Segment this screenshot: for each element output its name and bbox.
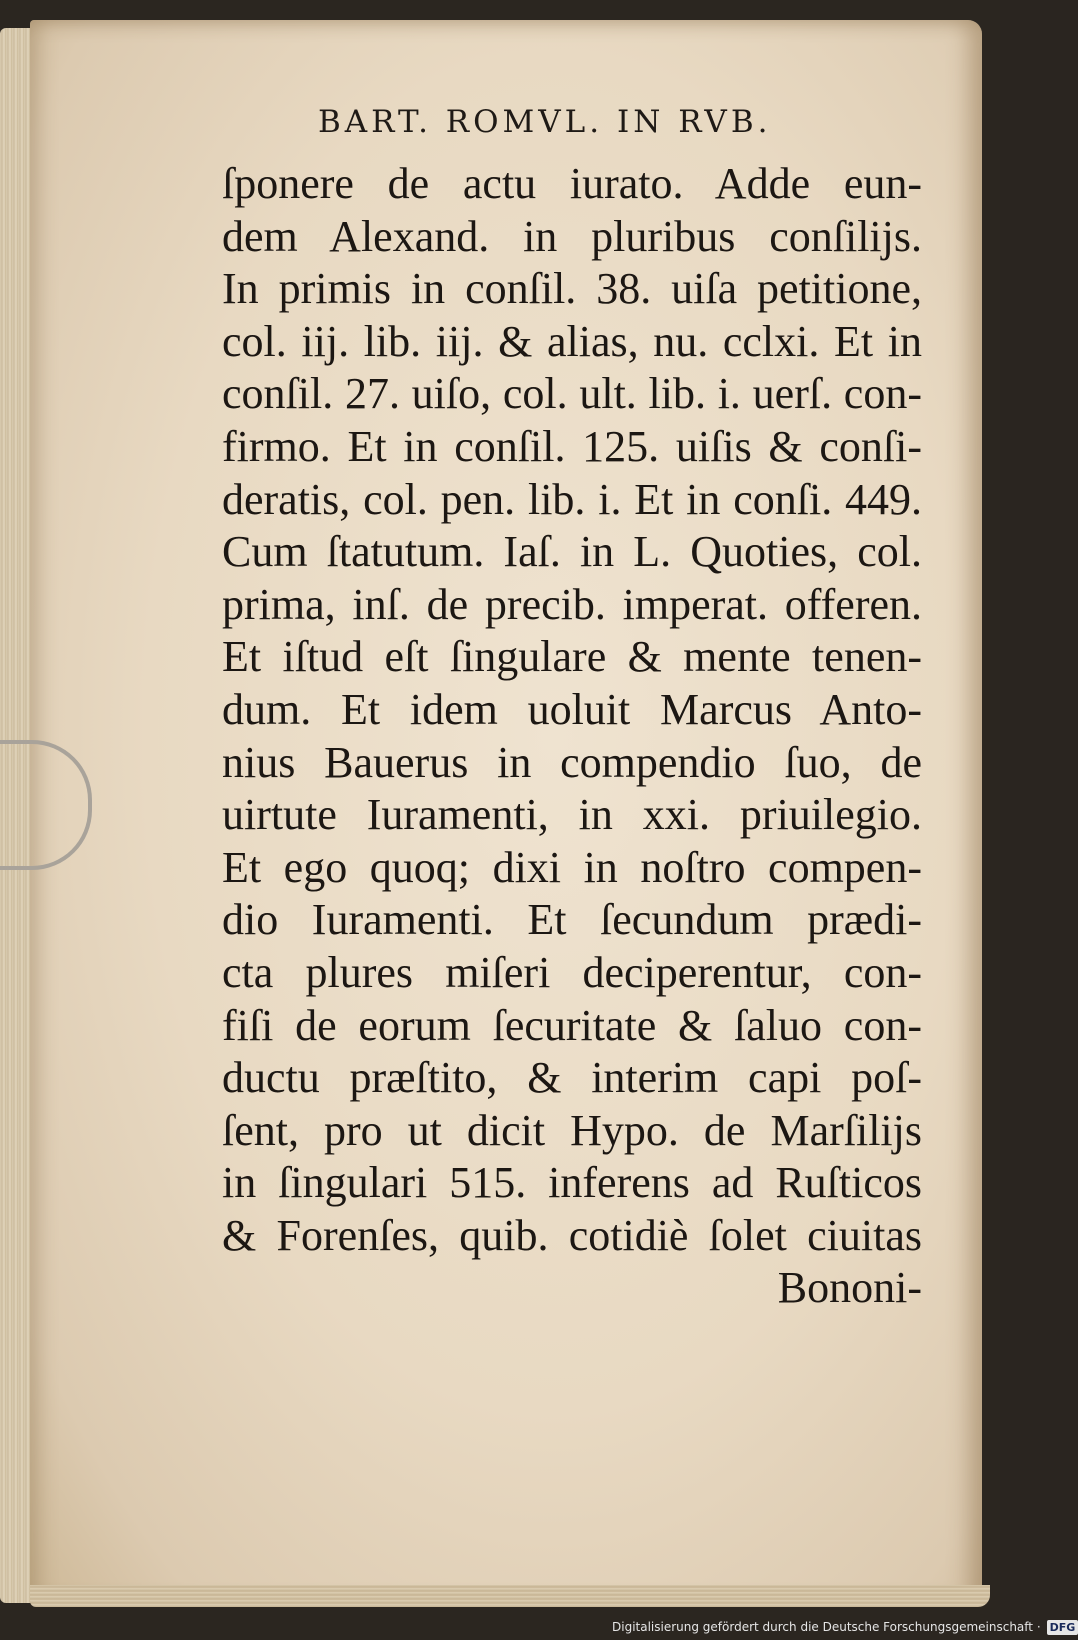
text-line: dio Iuramenti. Et ſecundum prædi- [222,895,922,945]
catchword: Bononi- [777,1263,922,1313]
text-line: dum. Et idem uoluit Marcus Anto- [222,684,922,734]
page-edge-stack-bottom [30,1585,990,1607]
text-line: cta plures miſeri deciperentur, con- [222,947,922,997]
text-line: Et iſtud eſt ſingulare & mente tenen- [222,632,922,682]
text-line: & Forenſes, quib. cotidiè ſolet ciuitas [222,1210,922,1260]
text-line: fiſi de eorum ſecuritate & ſaluo con- [222,1000,922,1050]
text-line: conſil. 27. uiſo, col. ult. lib. i. uerſ. con- [222,369,922,419]
text-line: uirtute Iuramenti, in xxi. priuilegio. [222,790,922,840]
text-line: ſent, pro ut dicit Hypo. de Marſilijs [222,1105,922,1155]
body-text [222,158,922,1315]
digitization-footer [612,1617,1078,1637]
text-line: Et ego quoq; dixi in noſtro compen- [222,842,922,892]
text-line: firmo. Et in conſil. 125. uiſis & conſi- [222,421,922,471]
text-line: dem Alexand. in pluribus conſilijs. [222,211,922,261]
text-line: deratis, col. pen. lib. i. Et in conſi. 449. [222,474,922,524]
text-line: in ſingulari 515. inferens ad Ruſticos [222,1158,922,1208]
dfg-logo-icon: DFG [1047,1620,1078,1635]
text-line: ſponere de actu iurato. Adde eun- [222,159,922,208]
text-line: ductu præſtito, & interim capi poſ- [222,1053,922,1103]
text-line: col. iij. lib. iij. & alias, nu. cclxi. Et in [222,316,922,366]
text-line: In primis in conſil. 38. uiſa petitione, [222,264,922,314]
text-line: nius Bauerus in compendio ſuo, de [222,737,922,787]
running-head: BART. ROMVL. IN RVB. [318,104,772,140]
text-line: prima, inſ. de precib. imperat. offeren. [222,579,922,629]
text-line: Cum ſtatutum. Iaſ. in L. Quoties, col. [222,527,922,577]
footer-credit: Digitalisierung gefördert durch die Deutsche Forschungsgemeinschaft · [612,1620,1041,1634]
